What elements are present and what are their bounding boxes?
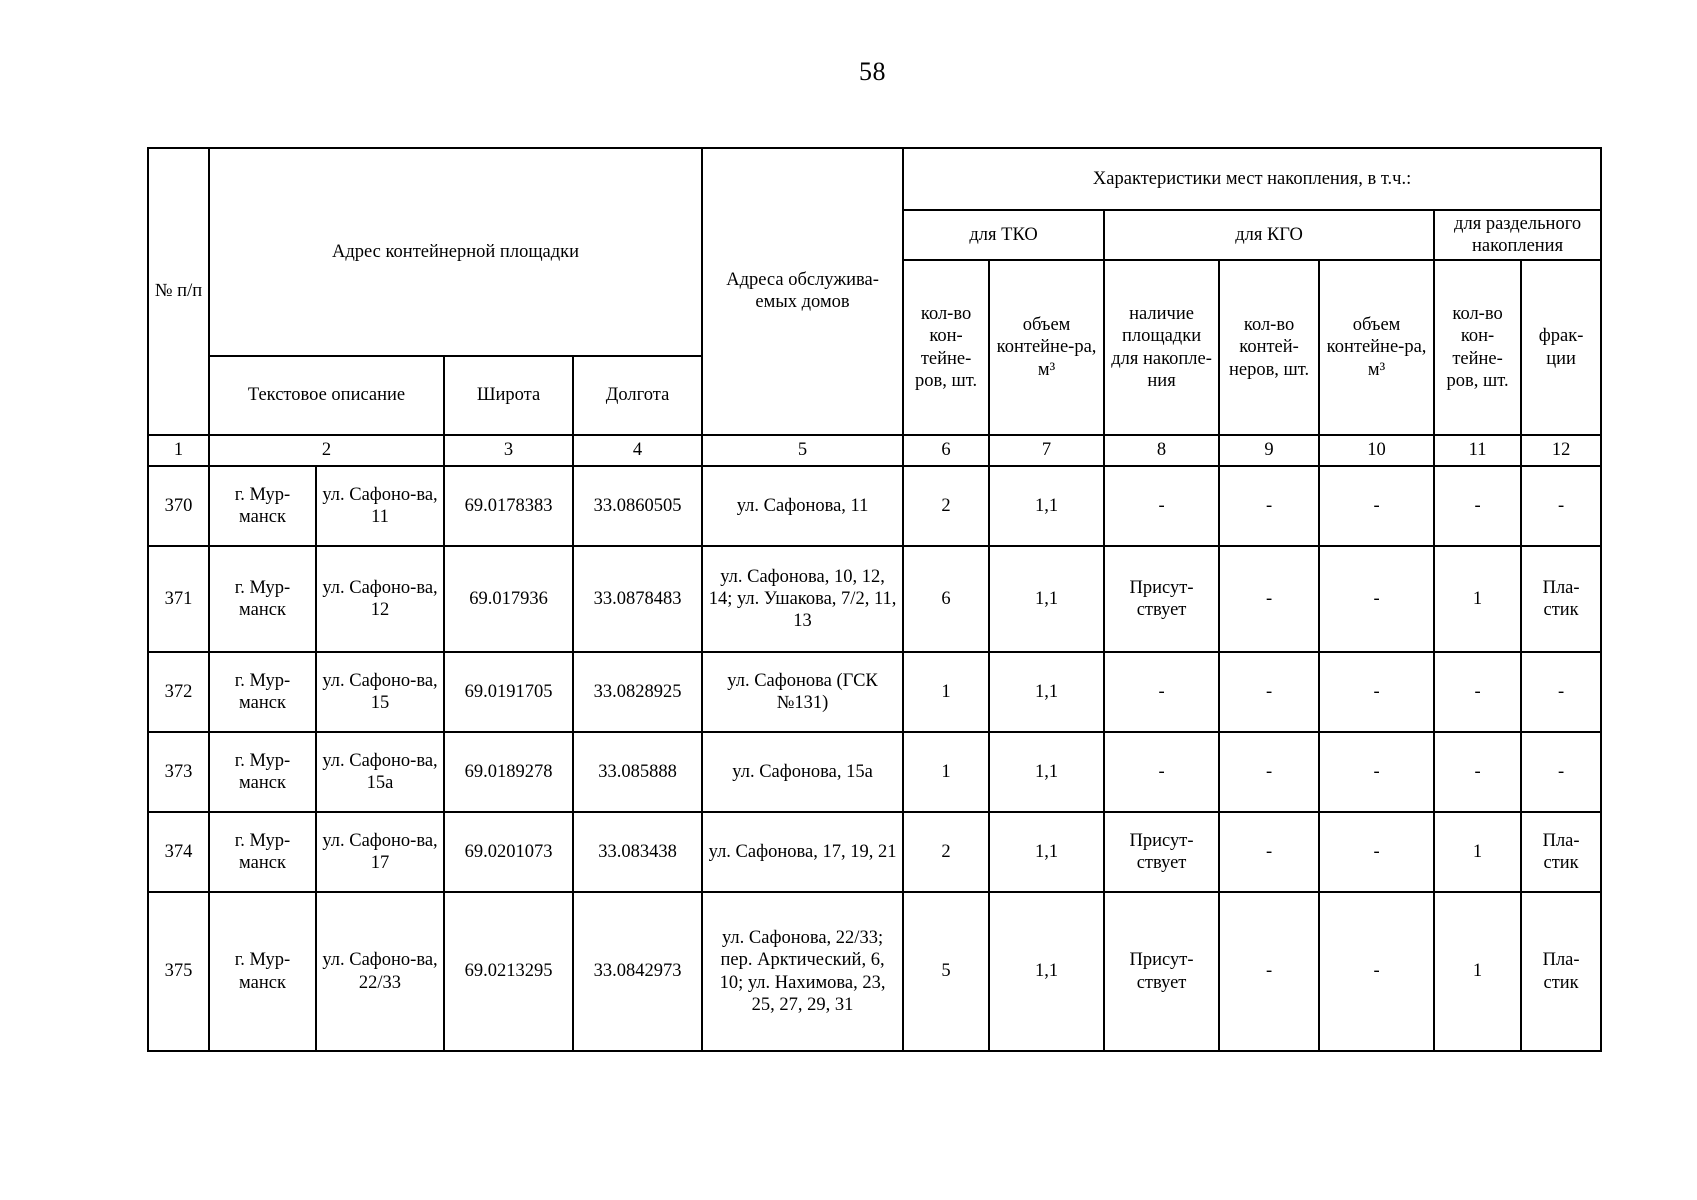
kgo-volume-cell: - [1319,732,1434,812]
table-body [148,466,1601,1051]
street-cell: ул. Сафоно-ва, 17 [316,812,444,892]
column-numbers-row [148,435,1601,466]
kgo-site-cell: - [1104,652,1219,732]
header-kgo: для КГО [1104,210,1434,260]
street-cell: ул. Сафоно-ва, 15 [316,652,444,732]
sep-count-cell: 1 [1434,892,1521,1051]
row-number: 372 [148,652,209,732]
served-houses-cell: ул. Сафонова, 15а [702,732,903,812]
sep-fractions-cell: Пла-стик [1521,892,1601,1051]
kgo-count-cell: - [1219,652,1319,732]
latitude-cell: 69.0191705 [444,652,573,732]
column-number: 6 [903,435,989,466]
sep-fractions-cell: - [1521,466,1601,546]
row-number: 375 [148,892,209,1051]
served-houses-cell: ул. Сафонова, 17, 19, 21 [702,812,903,892]
table-row [148,652,1601,732]
sep-count-cell: - [1434,652,1521,732]
column-number: 9 [1219,435,1319,466]
kgo-site-cell: - [1104,466,1219,546]
header-kgo-site: наличие площадки для накопле-ния [1104,260,1219,435]
header-served-houses: Адреса обслужива-емых домов [702,148,903,435]
street-cell: ул. Сафоно-ва, 12 [316,546,444,652]
kgo-site-cell: Присут-ствует [1104,892,1219,1051]
tko-count-cell: 1 [903,652,989,732]
table-row [148,466,1601,546]
header-separate: для раздельного накопления [1434,210,1601,260]
column-number: 11 [1434,435,1521,466]
kgo-count-cell: - [1219,546,1319,652]
header-tko-volume: объем контейне-ра, м³ [989,260,1104,435]
container-sites-table [147,147,1602,1052]
tko-count-cell: 2 [903,466,989,546]
city-cell: г. Мур-манск [209,652,316,732]
longitude-cell: 33.083438 [573,812,702,892]
row-number: 373 [148,732,209,812]
latitude-cell: 69.0189278 [444,732,573,812]
city-cell: г. Мур-манск [209,892,316,1051]
latitude-cell: 69.017936 [444,546,573,652]
city-cell: г. Мур-манск [209,812,316,892]
tko-volume-cell: 1,1 [989,546,1104,652]
kgo-volume-cell: - [1319,466,1434,546]
tko-count-cell: 1 [903,732,989,812]
column-number: 4 [573,435,702,466]
served-houses-cell: ул. Сафонова (ГСК №131) [702,652,903,732]
kgo-volume-cell: - [1319,546,1434,652]
page-number: 58 [859,57,886,86]
header-characteristics: Характеристики мест накопления, в т.ч.: [903,148,1601,210]
row-number: 370 [148,466,209,546]
header-site-address: Адрес контейнерной площадки [209,148,702,356]
street-cell: ул. Сафоно-ва, 15а [316,732,444,812]
latitude-cell: 69.0178383 [444,466,573,546]
kgo-count-cell: - [1219,812,1319,892]
longitude-cell: 33.0842973 [573,892,702,1051]
latitude-cell: 69.0213295 [444,892,573,1051]
served-houses-cell: ул. Сафонова, 10, 12, 14; ул. Ушакова, 7/2, 11, 13 [702,546,903,652]
city-cell: г. Мур-манск [209,466,316,546]
column-number: 10 [1319,435,1434,466]
column-number: 1 [148,435,209,466]
header-tko: для ТКО [903,210,1104,260]
kgo-count-cell: - [1219,732,1319,812]
header-tko-count: кол-во кон-тейне-ров, шт. [903,260,989,435]
tko-volume-cell: 1,1 [989,652,1104,732]
row-number: 374 [148,812,209,892]
kgo-count-cell: - [1219,466,1319,546]
sep-fractions-cell: Пла-стик [1521,812,1601,892]
column-number: 2 [209,435,444,466]
sep-count-cell: 1 [1434,812,1521,892]
served-houses-cell: ул. Сафонова, 11 [702,466,903,546]
column-number: 7 [989,435,1104,466]
tko-count-cell: 6 [903,546,989,652]
street-cell: ул. Сафоно-ва, 22/33 [316,892,444,1051]
kgo-site-cell: Присут-ствует [1104,812,1219,892]
sep-count-cell: - [1434,466,1521,546]
latitude-cell: 69.0201073 [444,812,573,892]
tko-count-cell: 5 [903,892,989,1051]
tko-volume-cell: 1,1 [989,812,1104,892]
header-longitude: Долгота [573,356,702,435]
longitude-cell: 33.0860505 [573,466,702,546]
table-row [148,732,1601,812]
table-row [148,892,1601,1051]
sep-fractions-cell: - [1521,652,1601,732]
header-latitude: Широта [444,356,573,435]
sep-fractions-cell: Пла-стик [1521,546,1601,652]
header-kgo-volume: объем контейне-ра, м³ [1319,260,1434,435]
column-number: 5 [702,435,903,466]
tko-volume-cell: 1,1 [989,732,1104,812]
city-cell: г. Мур-манск [209,546,316,652]
sep-fractions-cell: - [1521,732,1601,812]
tko-volume-cell: 1,1 [989,466,1104,546]
table-row [148,546,1601,652]
column-number: 8 [1104,435,1219,466]
table-row [148,812,1601,892]
tko-volume-cell: 1,1 [989,892,1104,1051]
kgo-count-cell: - [1219,892,1319,1051]
longitude-cell: 33.0878483 [573,546,702,652]
table-header [148,148,1601,466]
header-sep-fractions: фрак-ции [1521,260,1601,435]
kgo-volume-cell: - [1319,652,1434,732]
header-sep-count: кол-во кон-тейне-ров, шт. [1434,260,1521,435]
city-cell: г. Мур-манск [209,732,316,812]
kgo-site-cell: - [1104,732,1219,812]
header-kgo-count: кол-во контей-неров, шт. [1219,260,1319,435]
sep-count-cell: 1 [1434,546,1521,652]
column-number: 12 [1521,435,1601,466]
header-no: № п/п [148,148,209,435]
row-number: 371 [148,546,209,652]
kgo-volume-cell: - [1319,812,1434,892]
sep-count-cell: - [1434,732,1521,812]
tko-count-cell: 2 [903,812,989,892]
longitude-cell: 33.085888 [573,732,702,812]
column-number: 3 [444,435,573,466]
kgo-volume-cell: - [1319,892,1434,1051]
longitude-cell: 33.0828925 [573,652,702,732]
kgo-site-cell: Присут-ствует [1104,546,1219,652]
street-cell: ул. Сафоно-ва, 11 [316,466,444,546]
header-text-description: Текстовое описание [209,356,444,435]
served-houses-cell: ул. Сафонова, 22/33; пер. Арктический, 6, 10; ул. Нахимова, 23, 25, 27, 29, 31 [702,892,903,1051]
